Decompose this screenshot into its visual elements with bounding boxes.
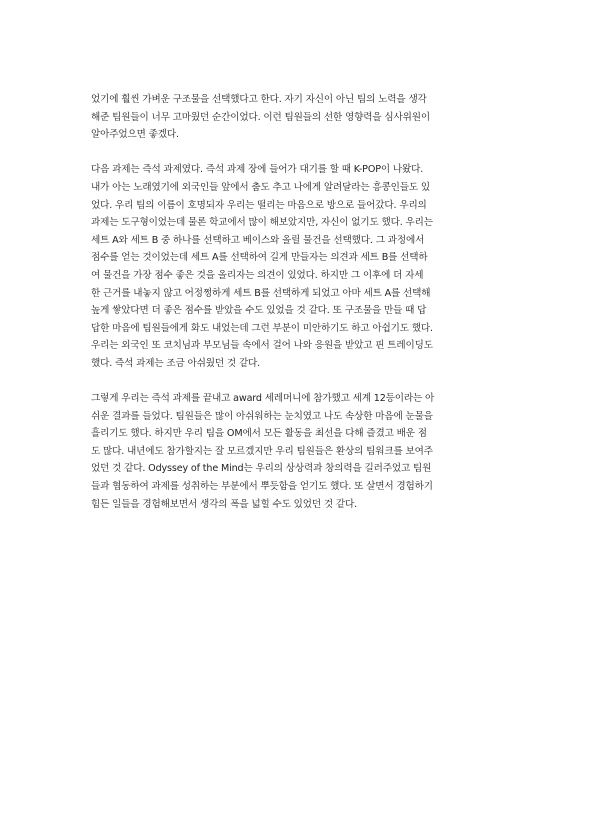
text-line: 다음 과제는 즉석 과제였다. 즉석 과제 장에 들어가 대기를 할 때 K-POP이 나왔다. — [91, 164, 424, 176]
text-line: 한 근거를 내놓지 않고 어정쩡하게 세트 B를 선택하게 되었고 아마 세트 A를 선택해 — [91, 287, 431, 299]
paragraph-2 — [91, 161, 511, 372]
text-line: 쉬운 결과를 들었다. 팀원들은 많이 아쉬워하는 눈치였고 나도 속상한 마음에 눈물을 — [91, 410, 433, 422]
text-line: 었던 것 같다. Odyssey of the Mind는 우리의 상상력과 창의력을 길러주었고 팀원 — [91, 463, 432, 475]
text-line: 답한 마음에 팀원들에게 화도 내었는데 그런 부분이 미안하기도 하고 아쉽기도 했다. — [91, 322, 433, 334]
paragraph-1 — [91, 91, 511, 144]
text-line: 그렇게 우리는 즉석 과제를 끝내고 award 세레머니에 참가했고 세계 12등이라는 아 — [91, 393, 435, 405]
text-line: 했다. 즉석 과제는 조금 아쉬웠던 것 같다. — [91, 357, 261, 369]
text-line: 들과 협동하여 과제를 성취하는 부분에서 뿌듯함을 얻기도 했다. 또 살면서 경험하기 — [91, 481, 433, 493]
text-line: 힘든 일들을 경험해보면서 생각의 폭을 넓힐 수도 있었던 것 같다. — [91, 498, 358, 510]
text-line: 흘리기도 했다. 하지만 우리 팀을 OM에서 모든 활동을 최선을 다해 즐겼고 배운 점 — [91, 428, 427, 440]
text-line: 었기에 훨씬 가벼운 구조물을 선택했다고 한다. 자기 자신이 아닌 팀의 노력을 생각 — [91, 94, 427, 105]
text-line: 높게 쌓았다면 더 좋은 점수를 받았을 수도 있었을 것 같다. 또 구조물을 만들 때 답 — [91, 305, 427, 317]
text-line: 과제는 도구형이었는데 물론 학교에서 많이 해보았지만, 자신이 없기도 했다. 우리는 — [91, 217, 433, 229]
paragraph-3 — [91, 390, 511, 513]
text-line: 우리는 외국인 또 코치님과 부모님들 속에서 걸어 나와 응원을 받았고 핀 트레이딩도 — [91, 340, 433, 352]
text-line: 알아주었으면 좋겠다. — [91, 129, 179, 141]
text-line: 점수를 얻는 것이었는데 세트 A를 선택하여 길게 만들자는 의견과 세트 B를 선택하 — [91, 252, 428, 264]
text-line: 세트 A와 세트 B 중 하나를 선택하고 베이스와 올릴 물건을 선택했다. 그 과정에서 — [91, 234, 425, 246]
text-line: 여 물건을 가장 점수 좋은 것을 올리자는 의견이 있었다. 하지만 그 이후에 더 자세 — [91, 269, 424, 281]
text-line: 내가 아는 노래였기에 외국인들 앞에서 춤도 추고 나에게 알려달라는 흥콩인들도 있 — [91, 181, 430, 193]
text-line: 도 많다. 내년에도 참가할지는 잘 모르겠지만 우리 팀원들은 환상의 팀워크를 보여주 — [91, 445, 433, 457]
text-line: 해준 팀원들이 너무 고마웠던 순간이었다. 이런 팀원들의 선한 영향력을 심사위원이 — [91, 111, 430, 123]
document-body — [91, 91, 511, 513]
text-line: 었다. 우리 팀의 이름이 호명되자 우리는 떨리는 마음으로 방으로 들어갔다. 우리의 — [91, 199, 427, 211]
